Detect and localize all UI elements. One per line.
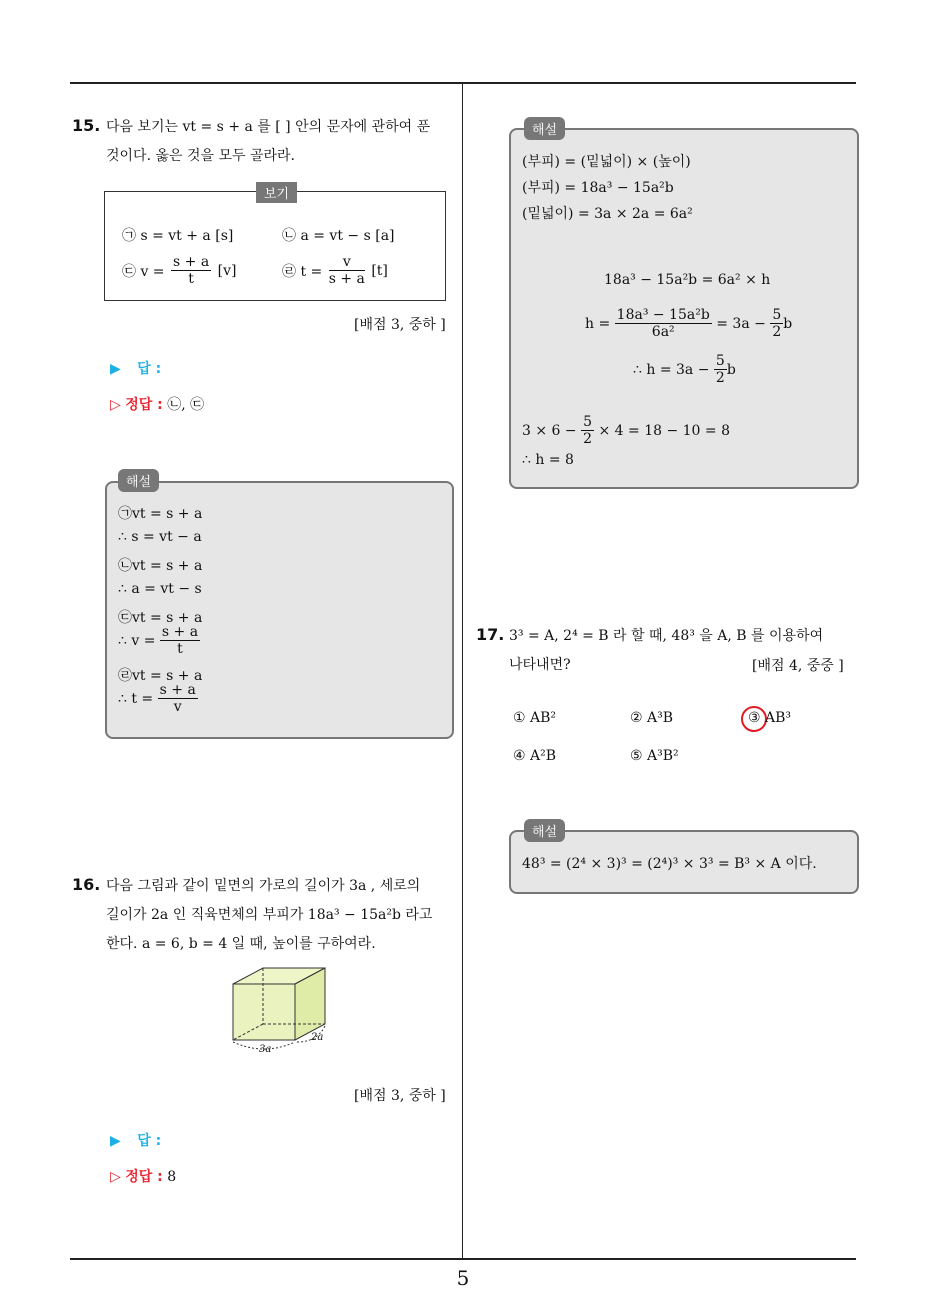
option-1: ㉠ s = vt + a [s] — [122, 228, 234, 244]
solution-line: 48³ = (2⁴ × 3)³ = (2⁴)³ × 3³ = B³ × A 이다. — [522, 856, 817, 872]
correct-answer-label: 정답 : — [125, 1169, 163, 1185]
choice-2[interactable]: ② A³B — [630, 710, 674, 726]
figure-label-depth: 2a — [311, 1032, 324, 1043]
choice-3[interactable]: ③ AB³ — [748, 710, 792, 726]
answer-label: 답 : — [137, 1133, 162, 1149]
solution-line — [522, 414, 730, 447]
correct-answer-row — [110, 394, 204, 414]
solution-line: ㉡vt = s + a — [118, 558, 203, 574]
solution-line: ㉣vt = s + a — [118, 668, 203, 684]
solution-line: ∴ h = 8 — [522, 452, 574, 468]
question-number: 17. — [476, 625, 505, 644]
fraction-numerator: 5 — [583, 414, 593, 430]
solution-tag: 해설 — [118, 469, 159, 492]
solution-tag: 해설 — [524, 819, 565, 842]
fraction — [171, 254, 211, 287]
option-3 — [122, 254, 236, 287]
question-text-line: 나타내면? — [509, 657, 571, 673]
question-16-text — [106, 872, 458, 959]
option-3-prefix: ㉢ v = — [122, 263, 165, 280]
question-text-line: 것이다. 옳은 것을 모두 골라라. — [106, 148, 295, 164]
question-number: 16. — [72, 875, 101, 894]
fraction — [770, 307, 783, 340]
fraction-prefix: ∴ v = — [118, 632, 156, 649]
question-text-line: 3³ = A, 2⁴ = B 라 할 때, 48³ 을 A, B 를 이용하여 — [509, 628, 824, 644]
choice-1[interactable]: ① AB² — [513, 710, 557, 726]
fraction-numerator: 18a³ − 15a²b — [616, 307, 710, 323]
fraction — [714, 353, 727, 386]
fraction-denominator: 2 — [715, 370, 725, 386]
fraction-prefix: 3 × 6 − — [522, 422, 577, 439]
solution-center-line — [633, 353, 736, 386]
fraction-numerator: s + a — [173, 254, 210, 270]
option-2: ㉡ a = vt − s [a] — [282, 228, 395, 244]
fraction-numerator: v — [329, 254, 365, 271]
question-17 — [476, 625, 504, 644]
option-4-prefix: ㉣ t = — [282, 263, 323, 280]
bottom-rule — [70, 1258, 856, 1260]
fraction-denominator: 2 — [772, 324, 782, 340]
fraction — [581, 414, 594, 447]
solution-line: ㉠vt = s + a — [118, 506, 203, 522]
choice-4[interactable]: ④ A²B — [513, 748, 557, 764]
fraction-numerator: 5 — [772, 307, 782, 323]
solution-line: ∴ a = vt − s — [118, 581, 202, 597]
fraction-numerator: s + a — [159, 682, 196, 698]
question-16 — [72, 875, 100, 894]
fraction-prefix: ∴ t = — [118, 690, 154, 707]
answer-row — [110, 1130, 161, 1150]
fraction-denominator: 6a² — [651, 324, 675, 340]
figure-label-width: 3a — [259, 1044, 272, 1055]
question-15-text — [106, 113, 456, 171]
answer-label: 답 : — [137, 361, 162, 377]
triangle-arrow-icon: ▷ — [110, 1169, 121, 1185]
solution-line: (부피) = 18a³ − 15a²b — [522, 180, 674, 196]
play-arrow-icon: ▶ — [110, 1133, 121, 1149]
score-label: [배점 4, 중중 ] — [752, 658, 844, 674]
correct-answer-row — [110, 1166, 176, 1186]
fraction-denominator: s + a — [328, 271, 365, 287]
solution-line: (밑넓이) = 3a × 2a = 6a² — [522, 206, 693, 222]
question-text-line: 다음 그림과 같이 밑면의 가로의 길이가 3a , 세로의 — [106, 878, 421, 894]
question-15 — [72, 116, 100, 135]
answer-row — [110, 358, 161, 378]
score-label: [배점 3, 중하 ] — [354, 317, 446, 333]
correct-answer-value: ㉡, ㉢ — [167, 397, 205, 413]
score-label: [배점 3, 중하 ] — [354, 1088, 446, 1104]
fraction — [615, 307, 712, 340]
fraction-numerator: s + a — [161, 624, 199, 640]
solution-line-fraction — [118, 624, 200, 657]
solution-line-fraction — [118, 682, 198, 715]
option-4-suffix: [t] — [371, 262, 388, 279]
solution-line: ㉢vt = s + a — [118, 610, 203, 626]
cuboid-figure — [225, 962, 340, 1061]
solution-line: ∴ s = vt − a — [118, 529, 202, 545]
fraction-numerator: 5 — [715, 353, 725, 369]
triangle-arrow-icon: ▷ — [110, 397, 121, 413]
option-4 — [282, 254, 388, 287]
column-divider — [462, 83, 463, 1259]
page-number: 5 — [456, 1266, 470, 1290]
fraction-denominator: 2 — [583, 431, 593, 447]
example-box-label: 보기 — [256, 182, 297, 203]
solution-center-line: 18a³ − 15a²b = 6a² × h — [604, 272, 771, 288]
solution-center-line — [585, 307, 792, 340]
top-rule — [70, 82, 856, 84]
solution-tag: 해설 — [524, 117, 565, 140]
fraction-suffix: b — [726, 361, 736, 378]
fraction-suffix: × 4 = 18 − 10 = 8 — [598, 422, 730, 439]
choice-5[interactable]: ⑤ A³B² — [630, 748, 679, 764]
correct-answer-label: 정답 : — [125, 397, 163, 413]
question-text-line: 다음 보기는 vt = s + a 를 [ ] 안의 문자에 관하여 푼 — [106, 119, 431, 135]
fraction — [329, 254, 365, 287]
fraction-prefix: h = — [585, 315, 611, 332]
fraction-prefix: ∴ h = 3a − — [633, 361, 710, 378]
fraction-middle: = 3a − — [716, 315, 766, 332]
fraction — [160, 624, 200, 657]
fraction-suffix: b — [783, 315, 793, 332]
question-text-line: 한다. a = 6, b = 4 일 때, 높이를 구하여라. — [106, 936, 376, 952]
option-3-suffix: [v] — [217, 262, 237, 279]
correct-answer-value: 8 — [167, 1169, 177, 1185]
fraction-denominator: t — [177, 641, 183, 657]
solution-line: (부피) = (밑넓이) × (높이) — [522, 154, 691, 170]
question-text-line: 길이가 2a 인 직육면체의 부피가 18a³ − 15a²b 라고 — [106, 907, 433, 923]
fraction — [158, 682, 198, 715]
question-number: 15. — [72, 116, 101, 135]
play-arrow-icon: ▶ — [110, 361, 121, 377]
fraction-denominator: v — [173, 699, 182, 715]
fraction-denominator: t — [188, 271, 194, 287]
